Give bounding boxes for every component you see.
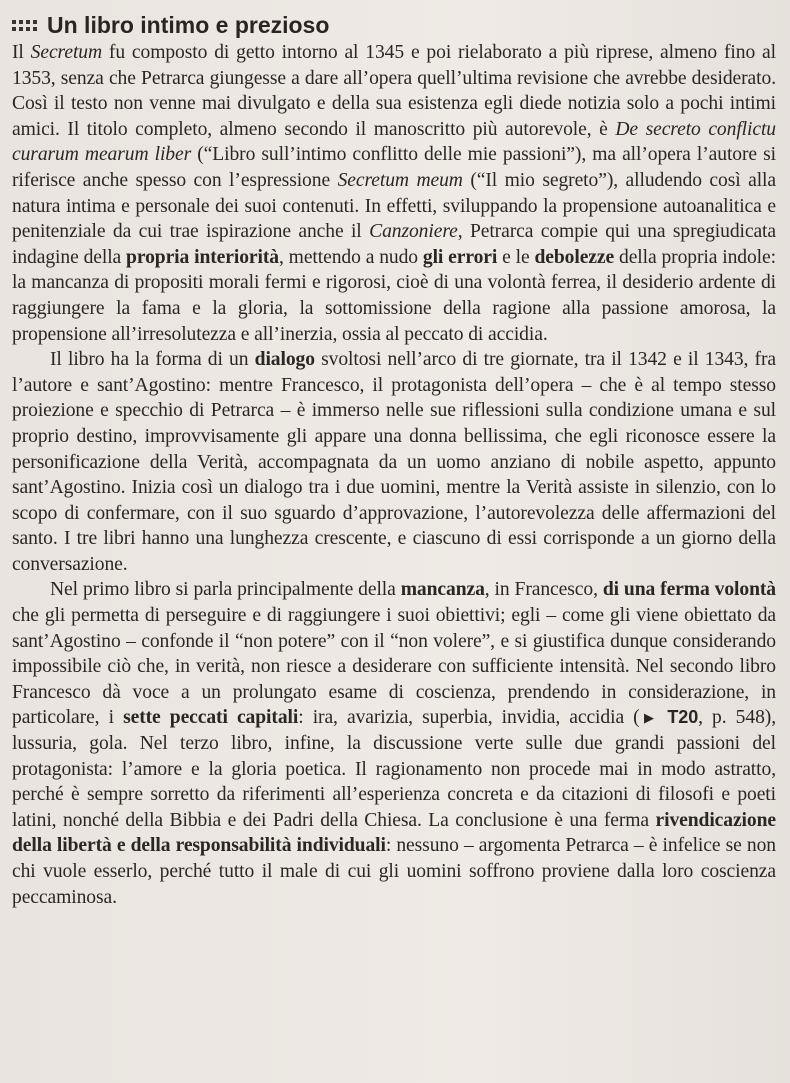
bold-keyword: rivendicazione della libertà e della responsabilità individuali — [12, 809, 776, 857]
bold-keyword: debolezze — [534, 246, 615, 268]
text-run: fu composto di getto intorno al 1345 e poi rielaborato a più riprese, almeno fino al 1353, senza che Petrarca giungesse a dare all’opera quell’ultima revisione che avrebbe desiderato. Così il testo non venne mai divulgato e della sua esistenza egli diede notizia solo a pochi intimi amici. Il titolo completo, almeno secondo il manoscritto più autorevole, è — [12, 42, 776, 140]
italic-title-secretum: Secretum — [30, 42, 103, 63]
text-run: e le — [497, 246, 535, 268]
heading-title: Un libro intimo e prezioso — [47, 11, 330, 38]
cross-reference-code: T20 — [667, 707, 699, 728]
text-run: : nessuno – argomenta Petrarca – è infelice se non chi vuole esserlo, perché tutto il male di cui gli uomini soffrono proviene dalla loro coscienza peccaminosa. — [12, 835, 776, 908]
heading-marker-icon — [12, 20, 37, 31]
cross-reference-link[interactable] — [640, 707, 699, 727]
bold-keyword: di una ferma volontà — [602, 579, 777, 601]
paragraph-2 — [12, 347, 776, 577]
text-run: Nel primo libro si parla principalmente della — [50, 579, 401, 601]
text-run: , in Francesco, — [484, 579, 603, 601]
bold-keyword: gli errori — [422, 246, 498, 268]
text-run: che gli permetta di perseguire e di raggiungere i suoi obiettivi; egli – come gli viene obiettato da sant’Agostino – confonde il “non potere” con il “non volere”, e si giustifica dunque considerando impossibile ciò che, in verità, non riesce a desiderare con sufficiente intensità. Nel secondo libro Francesco dà voce a un prolungato esame di coscienza, prendendo in considerazione, in particolare, i — [12, 605, 776, 729]
italic-secretum-meum: Secretum meum — [337, 169, 463, 191]
text-run: della propria indole: la mancanza di propositi morali fermi e rigorosi, cioè di una volontà ferrea, il desiderio ardente di raggiungere la fama e la gloria, la sottomissione della ragione alla passione amorosa, la propensione all’irresolutezza e all’inerzia, ossia al peccato di accidia. — [12, 246, 776, 345]
text-run: svoltosi nell’arco di tre giornate, tra il 1342 e il 1343, fra l’autore e sant’Agostino: mentre Francesco, il protagonista dell’opera – che è al tempo stesso proiezione e specchio di Petrarca – è immerso nelle sue riflessioni sulla condizione umana e sul proprio destino, improvvisamente gli appare una donna bellissima, che egli riconosce essere la personificazione della Verità, accompagnata da un uomo anziano di nobile aspetto, appunto sant’Agostino. Inizia così un dialogo tra i due uomini, mentre la Verità assiste in silenzio, con lo scopo di confermare, con il suo sguardo d’approvazione, l’autorevolezza delle affermazioni del santo. I tre libri hanno una lunghezza crescente, e ciascuno di essi corrisponde a un giorno della conversazione. — [12, 349, 776, 575]
bold-keyword: propria interiorità — [126, 246, 279, 268]
text-run: (“Il mio segreto”), alludendo così alla natura intima e personale dei suoi contenuti. In effetti, sviluppando la propensione autoanalitica e penitenziale da cui trae ispirazione anche il — [12, 169, 776, 243]
paragraph-1 — [12, 40, 776, 347]
text-run: , p. 548), lussuria, gola. Nel terzo libro, infine, la discussione verte sulle due grandi passioni del protagonista: l’amore e la gloria poetica. Il ragionamento non procede mai in modo astratto, perché è sempre sorretto da riferimenti all’esperienza concreta e da citazioni di filosofi e poeti latini, nonché della Bibbia e dei Padri della Chiesa. La conclusione è una ferma — [12, 707, 776, 831]
italic-canzoniere: Canzoniere — [369, 221, 458, 243]
play-triangle-icon: ▶ — [639, 710, 659, 726]
bold-keyword: sette peccati capitali — [123, 707, 299, 729]
bold-keyword: dialogo — [254, 349, 315, 371]
section-heading — [12, 10, 776, 40]
text-run: : ira, avarizia, superbia, invidia, accidia ( — [298, 707, 640, 729]
text-run: (“Libro sull’intimo conflitto delle mie passioni”), ma all’opera l’autore si riferisce anche spesso con l’espressione — [12, 144, 776, 191]
text-run: Il libro ha la forma di un — [50, 349, 255, 371]
paragraph-3 — [12, 577, 776, 910]
bold-keyword: mancanza — [400, 579, 485, 601]
italic-full-title: De secreto conflictu curarum mearum liber — [12, 118, 776, 166]
text-run: Il — [12, 42, 31, 63]
text-run: , Petrarca compie qui una spregiudicata indagine della — [12, 221, 776, 268]
text-run: , mettendo a nudo — [278, 246, 423, 268]
